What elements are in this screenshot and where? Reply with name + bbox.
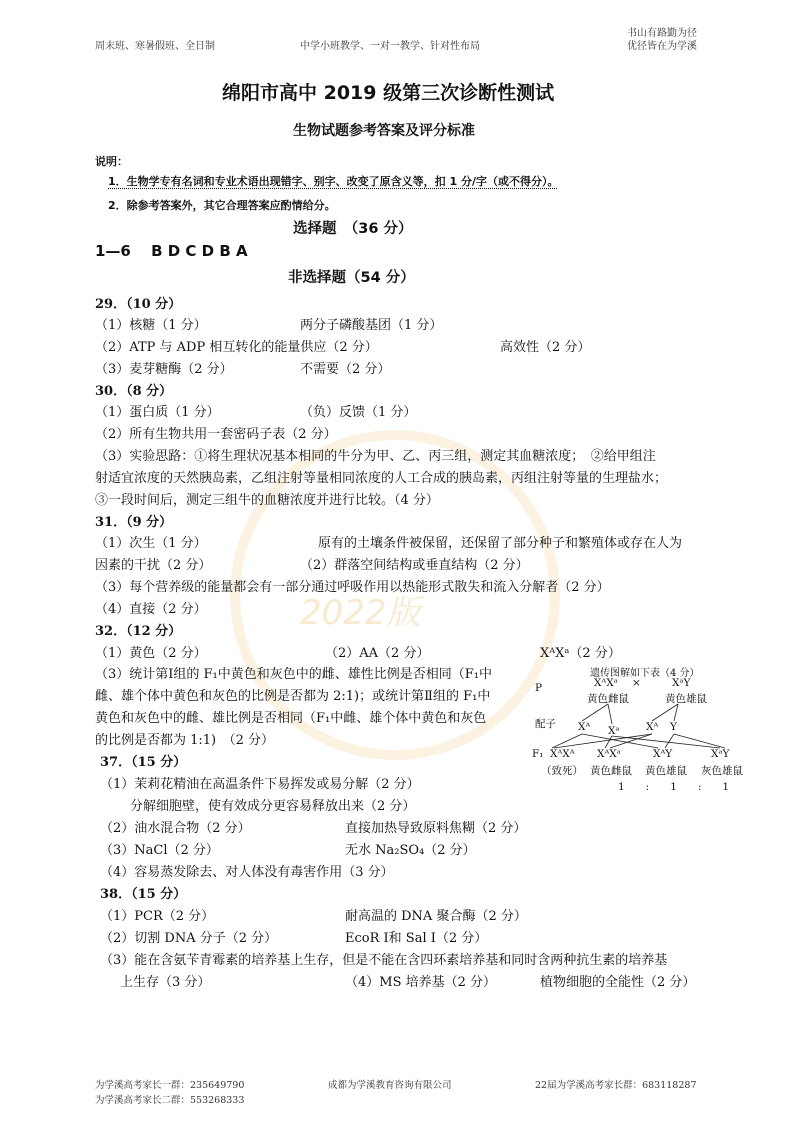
q30-line4: 射适宜浓度的天然胰岛素，乙组注射等量相同浓度的人工合成的胰岛素，丙组注射等量的生理盐水； (95, 471, 668, 486)
diagram-p-male: XᵃY (672, 677, 691, 689)
q31-line4: （4）直接（2 分） (95, 602, 207, 617)
header-left: 周末班、寒暑假班、全日制 (95, 41, 215, 52)
q30-line2: （2）所有生物共用一套密码子表（2 分） (95, 427, 337, 442)
diagram-f1-label: F₁ (532, 748, 544, 760)
q31-line1a: （1）次生（1 分） (95, 536, 207, 551)
header-center: 中学小班教学、一对一教学、针对性布局 (300, 41, 480, 52)
q37-line2: 分解细胞壁，使有效成分更容易释放出来（2 分） (130, 799, 416, 814)
nonchoice-section-title: 非选择题（54 分） (288, 270, 415, 286)
q37-line1: （1）茉莉花精油在高温条件下易挥发或易分解（2 分） (100, 777, 420, 792)
q29-line1b: 两分子磷酸基团（1 分） (300, 318, 443, 333)
q29-heading: 29．（10 分） (95, 297, 182, 312)
diagram-pheno-3: 黄色雄鼠 (645, 765, 687, 777)
diagram-offspring-1: XᴬXᴬ (550, 748, 575, 760)
diagram-gamete-4: Y (670, 721, 677, 733)
q37-heading: 37．（15 分） (100, 755, 187, 770)
q32-line1a: （1）黄色（2 分） (95, 646, 207, 661)
q29-line2a: （2）ATP 与 ADP 相互转化的能量供应（2 分） (95, 340, 378, 355)
q38-line3: （3）能在含氨苄青霉素的培养基上生存，但是不能在含四环素培养基和同时含两种抗生素的培养基 (100, 953, 668, 968)
diagram-pheno-1: （致死） (541, 765, 583, 777)
diagram-caption: 遗传图解如下表（4 分） (590, 668, 700, 679)
notes-label: 说明： (95, 155, 128, 168)
q31-heading: 31．（9 分） (95, 515, 173, 530)
diagram-offspring-4: XᵃY (711, 748, 730, 760)
q32-line5: 的比例是否都为 1:1) （2 分） (95, 733, 275, 748)
diagram-pheno-2: 黄色雌鼠 (590, 765, 632, 777)
diagram-gamete-2: Xᵃ (608, 725, 620, 737)
footer-group2: 为学溪高考家长二群：553268333 (95, 1095, 245, 1106)
page-subtitle: 生物试题参考答案及评分标准 (293, 123, 475, 139)
q32-line1c: XᴬXᵃ（2 分） (540, 646, 621, 661)
q38-line4c: 植物细胞的全能性（2 分） (540, 975, 696, 990)
diagram-pheno-4: 灰色雄鼠 (701, 765, 743, 777)
diagram-offspring-3: XᴬY (653, 748, 673, 760)
q31-line2a: 因素的干扰（2 分） (95, 558, 212, 573)
footer-group1: 为学溪高考家长一群：235649790 (95, 1080, 245, 1091)
q29-line3a: （3）麦芽糖酶（2 分） (95, 362, 233, 377)
q30-line1b: （负）反馈（1 分） (300, 405, 417, 420)
watermark-text: 2022版 (300, 593, 421, 633)
diagram-p-male-pheno: 黄色雄鼠 (665, 693, 707, 705)
footer-group3: 22届为学溪高考家长群：683118287 (535, 1080, 697, 1091)
q32-line2: （3）统计第Ⅰ组的 F₁中黄色和灰色中的雌、雄性比例是否相同（F₁中 (95, 667, 493, 682)
header-right-bottom: 优径皆在为学溪 (627, 41, 697, 52)
header-right-top: 书山有路勤为径 (627, 28, 697, 39)
q31-line1b: 原有的土壤条件被保留，还保留了部分种子和繁殖体或存在人为 (318, 536, 683, 551)
q38-line2a: （2）切割 DNA 分子（2 分） (100, 931, 278, 946)
choice-section-title: 选择题 （36 分） (293, 221, 413, 237)
q29-line1a: （1）核糖（1 分） (95, 318, 207, 333)
note-2: 2．除参考答案外，其它合理答案应酌情给分。 (108, 199, 336, 212)
choice-answers: 1—6 B D C D B A (95, 242, 248, 260)
diagram-ratio: 1 : 1 : 1 (618, 781, 730, 793)
q37-line3b: 直接加热导致原料焦糊（2 分） (345, 821, 527, 836)
q31-line2b: （2）群落空间结构或垂直结构（2 分） (300, 558, 529, 573)
q30-heading: 30．（8 分） (95, 384, 173, 399)
q38-line4b: （4）MS 培养基（2 分） (345, 975, 497, 990)
note-1: 1．生物学专有名词和专业术语出现错字、别字、改变了原含义等，扣 1 分/字（或不得分）。 (108, 175, 559, 188)
q29-line2b: 高效性（2 分） (500, 340, 591, 355)
diagram-offspring-2: XᴬXᵃ (597, 748, 621, 760)
q30-line1a: （1）蛋白质（1 分） (95, 405, 220, 420)
q37-line4b: 无水 Na₂SO₄（2 分） (345, 843, 476, 858)
q32-line3: 雌、雄个体中黄色和灰色的比例是否都为 2:1)；或统计第Ⅱ组的 F₁中 (95, 689, 491, 704)
q32-line1b: （2）AA（2 分） (325, 646, 430, 661)
diagram-p-female: XᴬXᵃ (594, 677, 618, 689)
q29-line3b: 不需要（2 分） (300, 362, 391, 377)
q31-line3: （3）每个营养级的能量都会有一部分通过呼吸作用以热能形式散失和流入分解者（2 分） (95, 580, 610, 595)
q38-line4a: 上生存（3 分） (120, 975, 211, 990)
q32-heading: 32．（12 分） (95, 624, 182, 639)
q38-line2b: EcoR Ⅰ和 Sal Ⅰ（2 分） (345, 931, 488, 946)
q37-line3a: （2）油水混合物（2 分） (100, 821, 251, 836)
q30-line3: （3）实验思路：①将生理状况基本相同的牛分为甲、乙、丙三组，测定其血糖浓度； ②给甲组注 (95, 449, 656, 464)
diagram-p-label: P (535, 682, 543, 694)
diagram-gamete-1: Xᴬ (578, 721, 591, 733)
q37-line4a: （3）NaCl（2 分） (100, 843, 219, 858)
diagram-gamete-3: Xᴬ (646, 721, 659, 733)
q30-line5: ③一段时间后，测定三组牛的血糖浓度并进行比较。（4 分） (95, 493, 439, 508)
page-title: 绵阳市高中 2019 级第三次诊断性测试 (222, 82, 555, 104)
diagram-lines (530, 700, 760, 750)
q38-heading: 38．（15 分） (100, 887, 187, 902)
diagram-cross-symbol: × (632, 677, 641, 689)
diagram-gamete-label: 配子 (535, 718, 556, 730)
q38-line1b: 耐高温的 DNA 聚合酶（2 分） (345, 909, 527, 924)
q37-line5: （4）容易蒸发除去、对人体没有毒害作用（3 分） (100, 865, 394, 880)
q32-line4: 黄色和灰色中的雌、雄比例是否相同（F₁中雌、雄个体中黄色和灰色 (95, 711, 487, 726)
q38-line1a: （1）PCR（2 分） (100, 909, 215, 924)
diagram-p-female-pheno: 黄色雌鼠 (587, 693, 629, 705)
footer-company: 成都为学溪教育咨询有限公司 (328, 1080, 452, 1091)
